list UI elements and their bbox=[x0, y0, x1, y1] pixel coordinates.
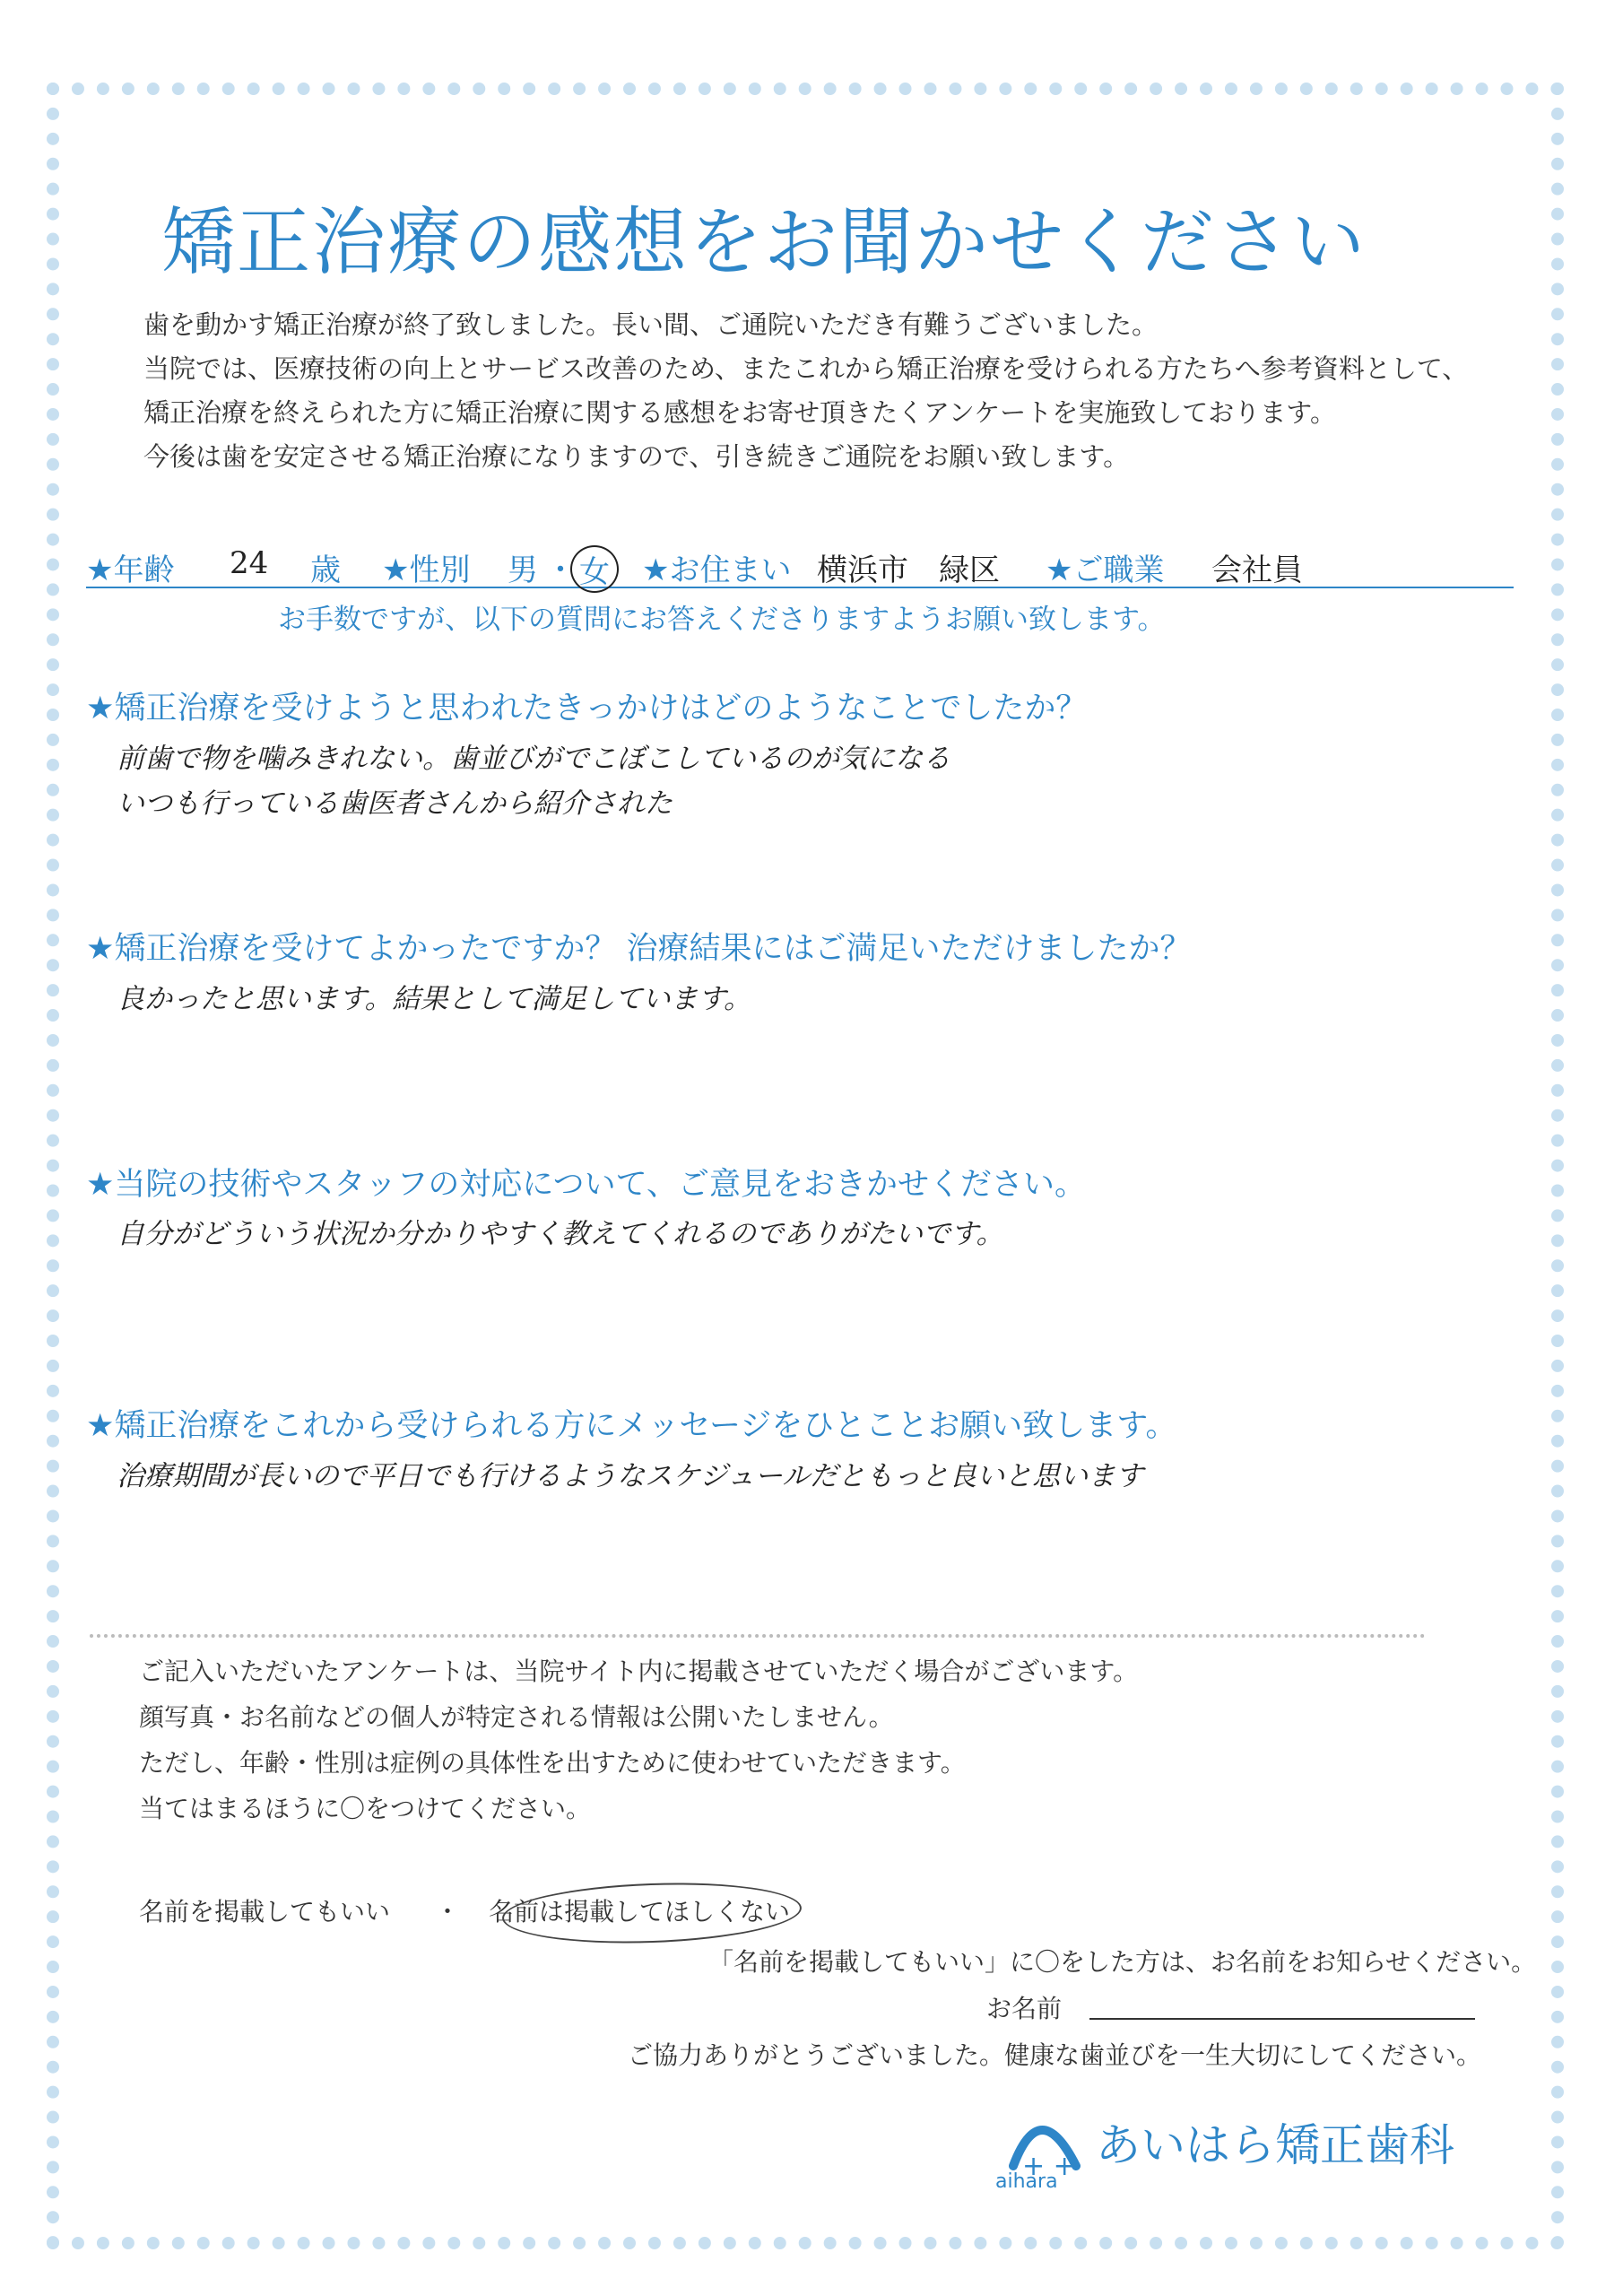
question-3: ★当院の技術やスタッフの対応について、ご意見をおきかせください。 bbox=[86, 1167, 1086, 1203]
gender-separator: ・ bbox=[545, 552, 576, 588]
note-line: 顔写真・お名前などの個人が特定される情報は公開いたしません。 bbox=[139, 1702, 894, 1732]
choice-publish-name[interactable]: 名前を掲載してもいい bbox=[139, 1897, 391, 1926]
intro-text bbox=[143, 303, 1468, 479]
gender-male[interactable]: 男 bbox=[508, 552, 538, 588]
residence-label: ★お住まい bbox=[642, 552, 792, 588]
answer-1-line-2[interactable]: いつも行っている歯医者さんから紹介された bbox=[117, 787, 673, 820]
clinic-name: あいはら矯正歯科 bbox=[1096, 2119, 1454, 2171]
profile-note: お手数ですが、以下の質問にお答えくださりますようお願い致します。 bbox=[278, 604, 1166, 636]
answer-2[interactable]: 良かったと思います。結果として満足しています。 bbox=[117, 983, 752, 1015]
question-1: ★矯正治療を受けようと思われたきっかけはどのようなことでしたか？ bbox=[86, 691, 1088, 726]
residence-value[interactable]: 横浜市 緑区 bbox=[817, 552, 1000, 588]
section-divider bbox=[90, 1634, 1426, 1638]
page-title: 矯正治療の感想をお聞かせください bbox=[161, 200, 1367, 285]
age-unit: 歳 bbox=[310, 552, 341, 588]
gender-female-circled[interactable]: 女 bbox=[570, 545, 619, 593]
answer-4[interactable]: 治療期間が長いので平日でも行けるようなスケジュールだともっと良いと思います bbox=[117, 1460, 1144, 1492]
question-4: ★矯正治療をこれから受けられる方にメッセージをひとことお願い致します。 bbox=[86, 1408, 1177, 1444]
intro-line: 矯正治療を終えられた方に矯正治療に関する感想をお寄せ頂きたくアンケートを実施致しております。 bbox=[143, 397, 1336, 428]
note-line: ただし、年齢・性別は症例の具体性を出すために使わせていただきます。 bbox=[139, 1748, 966, 1778]
choice-do-not-publish-name[interactable]: 名前は掲載してほしくない bbox=[489, 1897, 791, 1926]
clinic-logo-sub: aihara bbox=[995, 2170, 1058, 2193]
name-label: お名前 bbox=[986, 1994, 1063, 2023]
age-value[interactable]: 24 bbox=[230, 545, 269, 581]
job-value[interactable]: 会社員 bbox=[1211, 552, 1303, 588]
intro-line: 今後は歯を安定させる矯正治療になりますので、引き続きご通院をお願い致します。 bbox=[143, 441, 1130, 472]
job-label: ★ご職業 bbox=[1046, 552, 1165, 588]
thanks-text: ご協力ありがとうございました。健康な歯並びを一生大切にしてください。 bbox=[628, 2040, 1482, 2070]
answer-3[interactable]: 自分がどういう状況か分かりやすく教えてくれるのでありがたいです。 bbox=[117, 1218, 1004, 1250]
question-2: ★矯正治療を受けてよかったですか？ 治療結果にはご満足いただけましたか？ bbox=[86, 931, 1192, 967]
gender-label: ★性別 bbox=[382, 552, 471, 588]
intro-line: 当院では、医療技術の向上とサービス改善のため、またこれから矯正治療を受けられる方たちへ参考資料として、 bbox=[143, 353, 1469, 384]
profile-row bbox=[86, 545, 1514, 588]
intro-line: 歯を動かす矯正治療が終了致しました。長い間、ご通院いただき有難うございました。 bbox=[143, 309, 1159, 340]
publication-notes bbox=[139, 1648, 1138, 1831]
name-request-text: 「名前を掲載してもいい」に〇をした方は、お名前をお知らせください。 bbox=[708, 1947, 1537, 1977]
age-label: ★年齢 bbox=[86, 552, 175, 588]
choice-separator: ・ bbox=[435, 1897, 461, 1926]
answer-1-line-1[interactable]: 前歯で物を噛みきれない。歯並びがでこぼこしているのが気になる bbox=[117, 743, 950, 775]
svg-text:+ +: + + bbox=[1022, 2151, 1076, 2182]
note-line: 当てはまるほうに〇をつけてください。 bbox=[139, 1794, 592, 1823]
name-input-line[interactable] bbox=[1089, 2018, 1475, 2020]
note-line: ご記入いただいたアンケートは、当院サイト内に掲載させていただく場合がございます。 bbox=[139, 1657, 1139, 1686]
